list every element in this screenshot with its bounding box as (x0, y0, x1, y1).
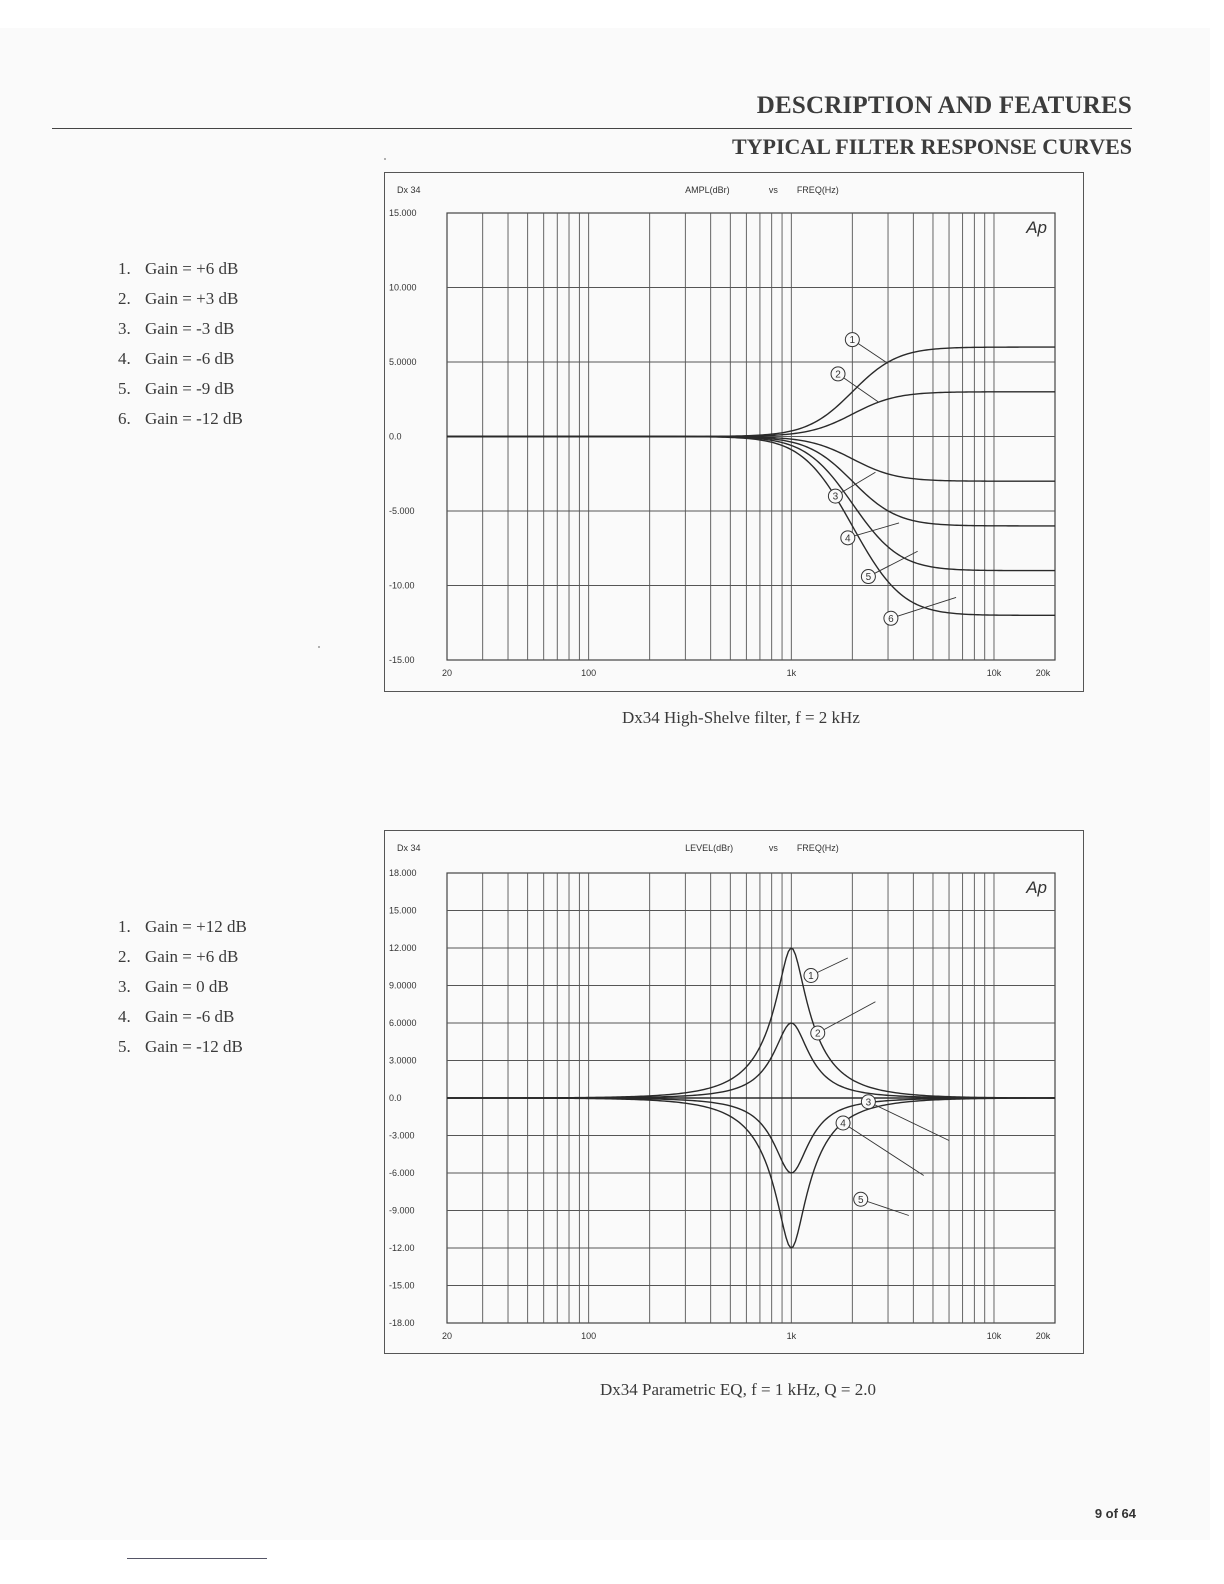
marker-leader-line (861, 1199, 909, 1215)
x-tick-label: 1k (786, 1331, 797, 1341)
y-tick-label: 9.0000 (389, 980, 417, 991)
legend-item-number: 4. (118, 349, 131, 368)
legend-item-label: Gain = +12 dB (145, 917, 247, 936)
page-subtitle: TYPICAL FILTER RESPONSE CURVES (731, 134, 1132, 159)
page-number: 9 of 64 (1094, 1506, 1136, 1521)
chart-parametric-eq (384, 830, 1084, 1354)
legend-item-label: Gain = -3 dB (145, 319, 235, 338)
marker-leader-line (843, 1123, 924, 1176)
chart-caption-parametric: Dx34 Parametric EQ, f = 1 kHz, Q = 2.0 (600, 1380, 877, 1399)
vs-label: vs (768, 185, 778, 195)
legend-item (118, 912, 247, 942)
panel-label: Dx 34 (397, 185, 421, 195)
legend-item-number: 5. (118, 379, 131, 398)
y-tick-label: -18.00 (389, 1318, 415, 1328)
legend-item (118, 972, 247, 1002)
marker-label: 4 (840, 1118, 846, 1130)
legend-item (118, 314, 243, 344)
legend-item (118, 284, 243, 314)
legend-item-number: 5. (118, 1037, 131, 1056)
analyzer-logo: Ap (1026, 218, 1047, 237)
scan-speck (318, 646, 320, 648)
footer-divider (127, 1558, 267, 1559)
x-tick-label: 20k (1035, 668, 1051, 678)
legend-item-number: 6. (118, 409, 131, 428)
y-tick-label: 15.000 (389, 905, 417, 916)
legend-item (118, 1002, 247, 1032)
title-divider (52, 128, 1132, 129)
legend-item-number: 3. (118, 977, 131, 996)
panel-label: Dx 34 (397, 843, 421, 853)
chart-caption-high-shelf: Dx34 High-Shelve filter, f = 2 kHz (622, 708, 860, 727)
y-tick-label: 15.000 (389, 208, 417, 218)
legend-item-number: 2. (118, 947, 131, 966)
chart-svg (385, 831, 1083, 1353)
legend-item-label: Gain = +6 dB (145, 259, 239, 278)
y-tick-label: -6.000 (389, 1168, 415, 1178)
marker-label: 1 (849, 335, 856, 347)
y-tick-label: -12.00 (389, 1243, 415, 1253)
legend-item (118, 1032, 247, 1062)
x-tick-label: 10k (986, 1331, 1002, 1341)
y-quantity-label: AMPL(dBr) (685, 185, 730, 195)
x-tick-label: 20 (441, 1331, 453, 1341)
legend-item-label: Gain = -6 dB (145, 349, 235, 368)
y-quantity-label: LEVEL(dBr) (685, 843, 734, 853)
legend-item-label: Gain = -12 dB (145, 409, 243, 428)
legend-item-number: 1. (118, 917, 131, 936)
y-tick-label: -3.000 (389, 1130, 415, 1141)
chart-svg (385, 173, 1083, 691)
y-tick-label: 3.0000 (389, 1055, 417, 1066)
marker-label: 3 (865, 1097, 872, 1109)
y-tick-label: 6.0000 (389, 1018, 417, 1028)
marker-label: 5 (865, 572, 872, 584)
page-title: DESCRIPTION AND FEATURES (756, 92, 1132, 119)
y-tick-label: 5.0000 (389, 357, 417, 367)
marker-label: 1 (808, 971, 814, 982)
x-quantity-label: FREQ(Hz) (796, 843, 839, 853)
scan-speck (384, 158, 386, 160)
y-tick-label: 10.000 (389, 282, 417, 293)
legend-item-label: Gain = -6 dB (145, 1007, 235, 1026)
marker-label: 5 (857, 1194, 864, 1206)
legend-item (118, 404, 243, 434)
y-tick-label: 0.0 (389, 1093, 402, 1103)
x-tick-label: 20 (441, 668, 453, 678)
marker-leader-line (868, 551, 917, 576)
series-line (447, 437, 1055, 482)
legend-item-number: 2. (118, 289, 131, 308)
chart-high-shelf (384, 172, 1084, 692)
legend-item-number: 3. (118, 319, 131, 338)
marker-leader-line (868, 1102, 949, 1141)
legend-item (118, 374, 243, 404)
marker-label: 6 (888, 613, 894, 625)
marker-label: 4 (845, 533, 851, 545)
legend-item-label: Gain = -9 dB (145, 379, 235, 398)
marker-leader-line (818, 1002, 876, 1033)
x-tick-label: 100 (581, 1331, 597, 1341)
y-tick-label: -9.000 (389, 1205, 415, 1216)
marker-label: 3 (832, 491, 839, 503)
vs-label: vs (768, 843, 778, 853)
y-tick-label: -15.00 (389, 655, 415, 665)
y-tick-label: -5.000 (389, 506, 415, 516)
y-tick-label: -15.00 (389, 1280, 415, 1291)
x-tick-label: 1k (786, 668, 797, 678)
y-tick-label: 0.0 (389, 431, 402, 442)
legend-item-number: 1. (118, 259, 131, 278)
legend-list-high-shelf (118, 254, 243, 434)
marker-label: 2 (835, 369, 841, 381)
legend-list-parametric (118, 912, 247, 1062)
legend-item-number: 4. (118, 1007, 131, 1026)
x-tick-label: 20k (1035, 1331, 1051, 1341)
series-line (447, 392, 1055, 437)
x-quantity-label: FREQ(Hz) (796, 185, 839, 195)
series-line (447, 437, 1055, 571)
legend-item (118, 344, 243, 374)
legend-item-label: Gain = 0 dB (145, 977, 229, 996)
legend-item-label: Gain = +3 dB (145, 289, 239, 308)
y-tick-label: 12.000 (389, 943, 417, 953)
y-tick-label: 18.000 (389, 868, 417, 878)
legend-item (118, 942, 247, 972)
analyzer-logo: Ap (1026, 878, 1047, 897)
x-tick-label: 100 (581, 668, 597, 678)
legend-item (118, 254, 243, 284)
legend-item-label: Gain = -12 dB (145, 1037, 243, 1056)
x-tick-label: 10k (986, 668, 1002, 678)
marker-label: 2 (814, 1028, 821, 1040)
marker-leader-line (891, 597, 956, 618)
y-tick-label: -10.00 (389, 580, 415, 591)
legend-item-label: Gain = +6 dB (145, 947, 239, 966)
